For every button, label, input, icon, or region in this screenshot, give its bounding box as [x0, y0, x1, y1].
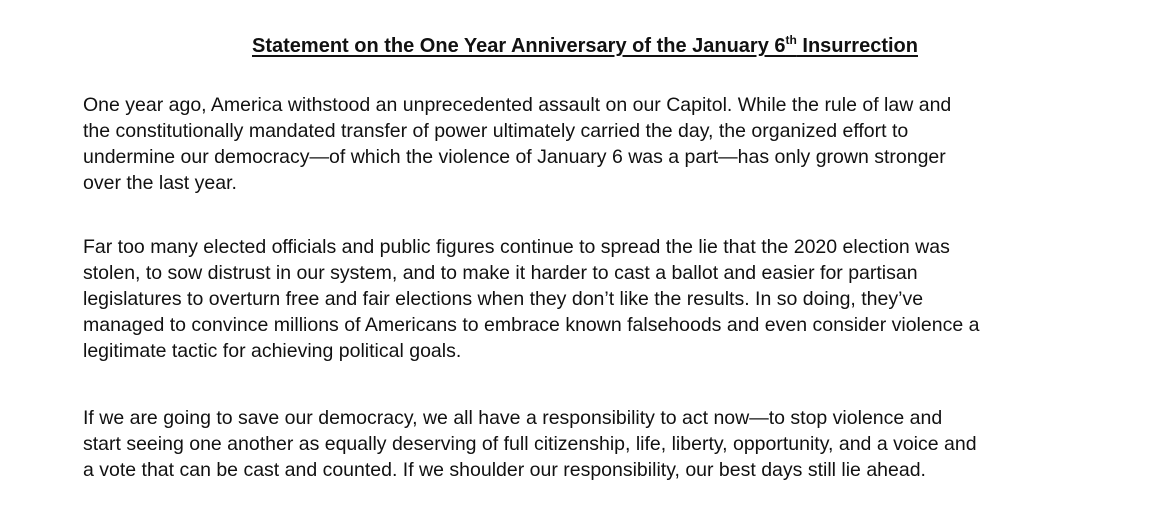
paragraph-line: a vote that can be cast and counted. If we shoulder our responsibility, our best days still lie ahead. — [83, 459, 926, 481]
statement-title — [0, 33, 1170, 59]
paragraph-line: Far too many elected officials and public figures continue to spread the lie that the 2020 election was — [83, 236, 950, 258]
paragraph-line: start seeing one another as equally deserving of full citizenship, life, liberty, opportunity, and a voice and — [83, 433, 977, 455]
paragraph-3 — [83, 405, 1093, 483]
paragraph-line: over the last year. — [83, 172, 237, 194]
paragraph-line: undermine our democracy—of which the violence of January 6 was a part—has only grown stronger — [83, 146, 946, 168]
paragraph-line: legislatures to overturn free and fair elections when they don’t like the results. In so doing, they’ve — [83, 288, 924, 310]
paragraph-line: managed to convince millions of Americans to embrace known falsehoods and even consider violence a — [83, 314, 980, 336]
paragraph-line: the constitutionally mandated transfer of power ultimately carried the day, the organized effort to — [83, 120, 909, 142]
title-underlined-text — [252, 35, 918, 57]
paragraph-line: If we are going to save our democracy, we all have a responsibility to act now—to stop violence and — [83, 407, 943, 429]
paragraph-2 — [83, 234, 1093, 364]
paragraph-1 — [83, 92, 1093, 196]
title-ordinal-suffix: th — [785, 33, 797, 47]
paragraph-line: stolen, to sow distrust in our system, and to make it harder to cast a ballot and easier for partisan — [83, 262, 918, 284]
paragraph-line: legitimate tactic for achieving political goals. — [83, 340, 462, 362]
paragraph-line: One year ago, America withstood an unprecedented assault on our Capitol. While the rule of law and — [83, 94, 952, 116]
title-tail-text: Insurrection — [796, 35, 918, 57]
title-main-text: Statement on the One Year Anniversary of the January 6 — [252, 35, 786, 57]
